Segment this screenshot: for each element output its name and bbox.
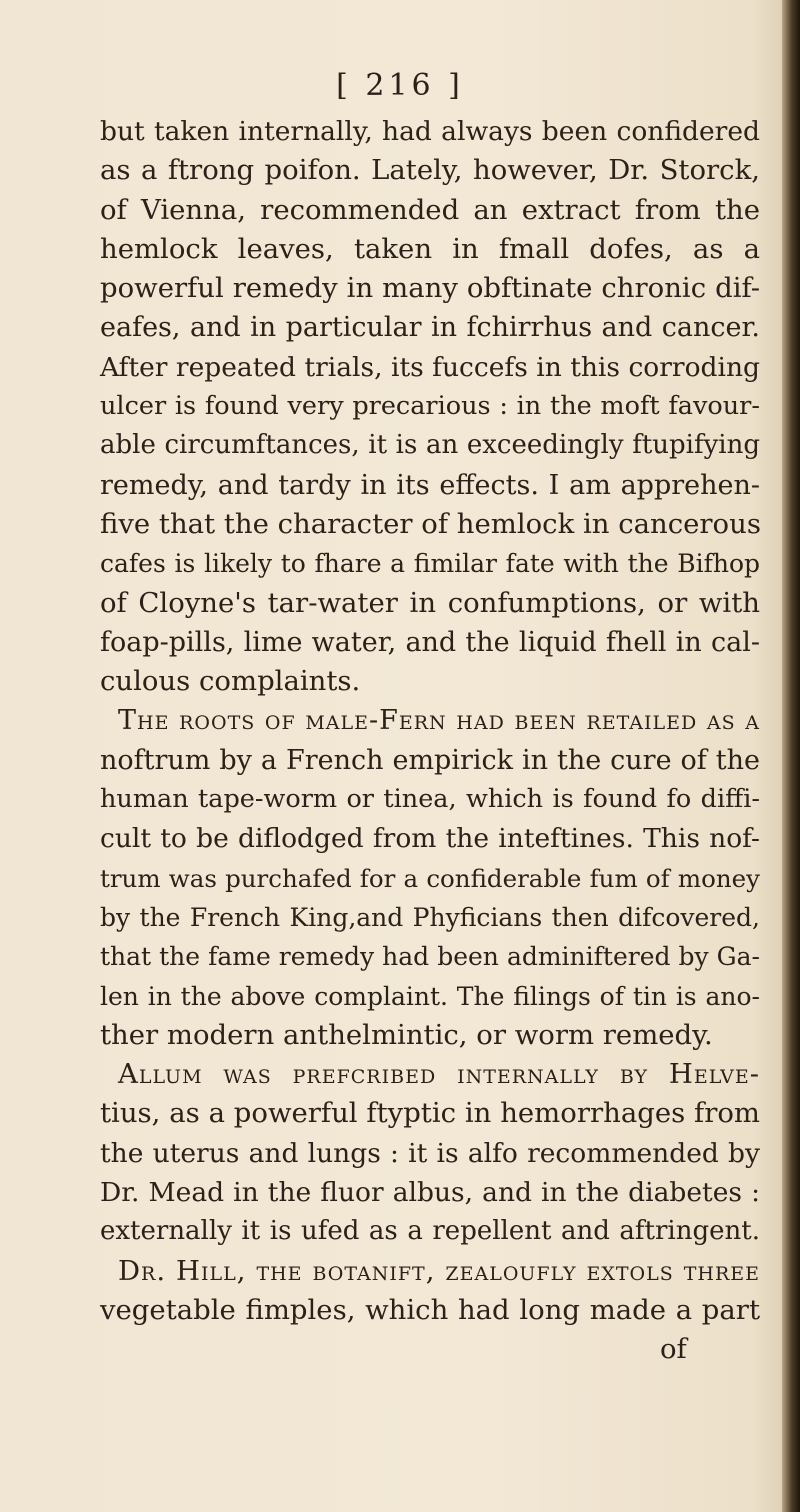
paragraph-start-line: Allum was prefcribed internally by Helve-	[118, 1058, 760, 1091]
text-line: externally it is ufed as a repellent and aftringent.	[100, 1216, 760, 1247]
text-line: as a ftrong poifon. Lately, however, Dr. Storck,	[100, 154, 760, 187]
text-line: ther modern anthelmintic, or worm remedy.	[100, 1018, 713, 1051]
text-line: that the fame remedy had been adminiftered by Ga-	[100, 942, 760, 972]
text-line: Dr. Mead in the fluor albus, and in the diabetes :	[100, 1177, 760, 1209]
text-line: but taken internally, had always been confidered	[100, 116, 760, 147]
text-line: of Vienna, recommended an extract from the	[100, 193, 760, 226]
text-line: human tape-worm or tinea, which is found fo diffi-	[100, 784, 760, 815]
text-line: ulcer is found very precarious : in the moft favour-	[100, 391, 760, 422]
text-line: of Cloyne's tar-water in confumptions, or with	[100, 586, 760, 619]
body-text	[100, 112, 760, 1370]
text-line: five that the character of hemlock in cancerous	[100, 507, 761, 540]
text-line: remedy, and tardy in its effects. I am apprehen-	[100, 469, 760, 501]
text-line: culous complaints.	[100, 665, 361, 698]
text-line: hemlock leaves, taken in fmall dofes, as a	[100, 232, 760, 265]
catchword: of	[660, 1333, 687, 1366]
text-line: After repeated trials, its fuccefs in this corroding	[100, 351, 760, 383]
text-line: able circumftances, it is an exceedingly ftupifying	[100, 430, 760, 461]
text-line: tius, as a powerful ftyptic in hemorrhages from	[100, 1097, 760, 1130]
paragraph-start-line: The roots of male-Fern had been retailed as a	[118, 705, 760, 737]
text-line: the uterus and lungs : it is alfo recommended by	[100, 1137, 760, 1169]
page-number-header: [ 216 ]	[336, 68, 464, 103]
text-line: by the French King,and Phyficians then difcovered,	[100, 902, 760, 932]
text-line: len in the above complaint. The filings of tin is ano-	[100, 981, 760, 1011]
text-line: trum was purchafed for a confiderable fum of money	[100, 863, 760, 893]
text-line: vegetable fimples, which had long made a part	[100, 1293, 760, 1326]
text-line: eafes, and in particular in fchirrhus and cancer.	[100, 312, 760, 344]
paragraph-start-line: Dr. Hill, the botanift, zealoufly extols three	[118, 1254, 760, 1287]
text-line: foap-pills, lime water, and the liquid fhell in cal-	[100, 626, 760, 658]
text-line: cafes is likely to fhare a fimilar fate with the Bifhop	[100, 549, 760, 579]
page-binding-edge	[782, 0, 800, 1512]
text-line: noftrum by a French empirick in the cure of the	[100, 744, 760, 776]
text-line: powerful remedy in many obftinate chronic dif-	[100, 272, 760, 305]
text-line: cult to be diflodged from the inteftines. This nof-	[100, 823, 760, 855]
